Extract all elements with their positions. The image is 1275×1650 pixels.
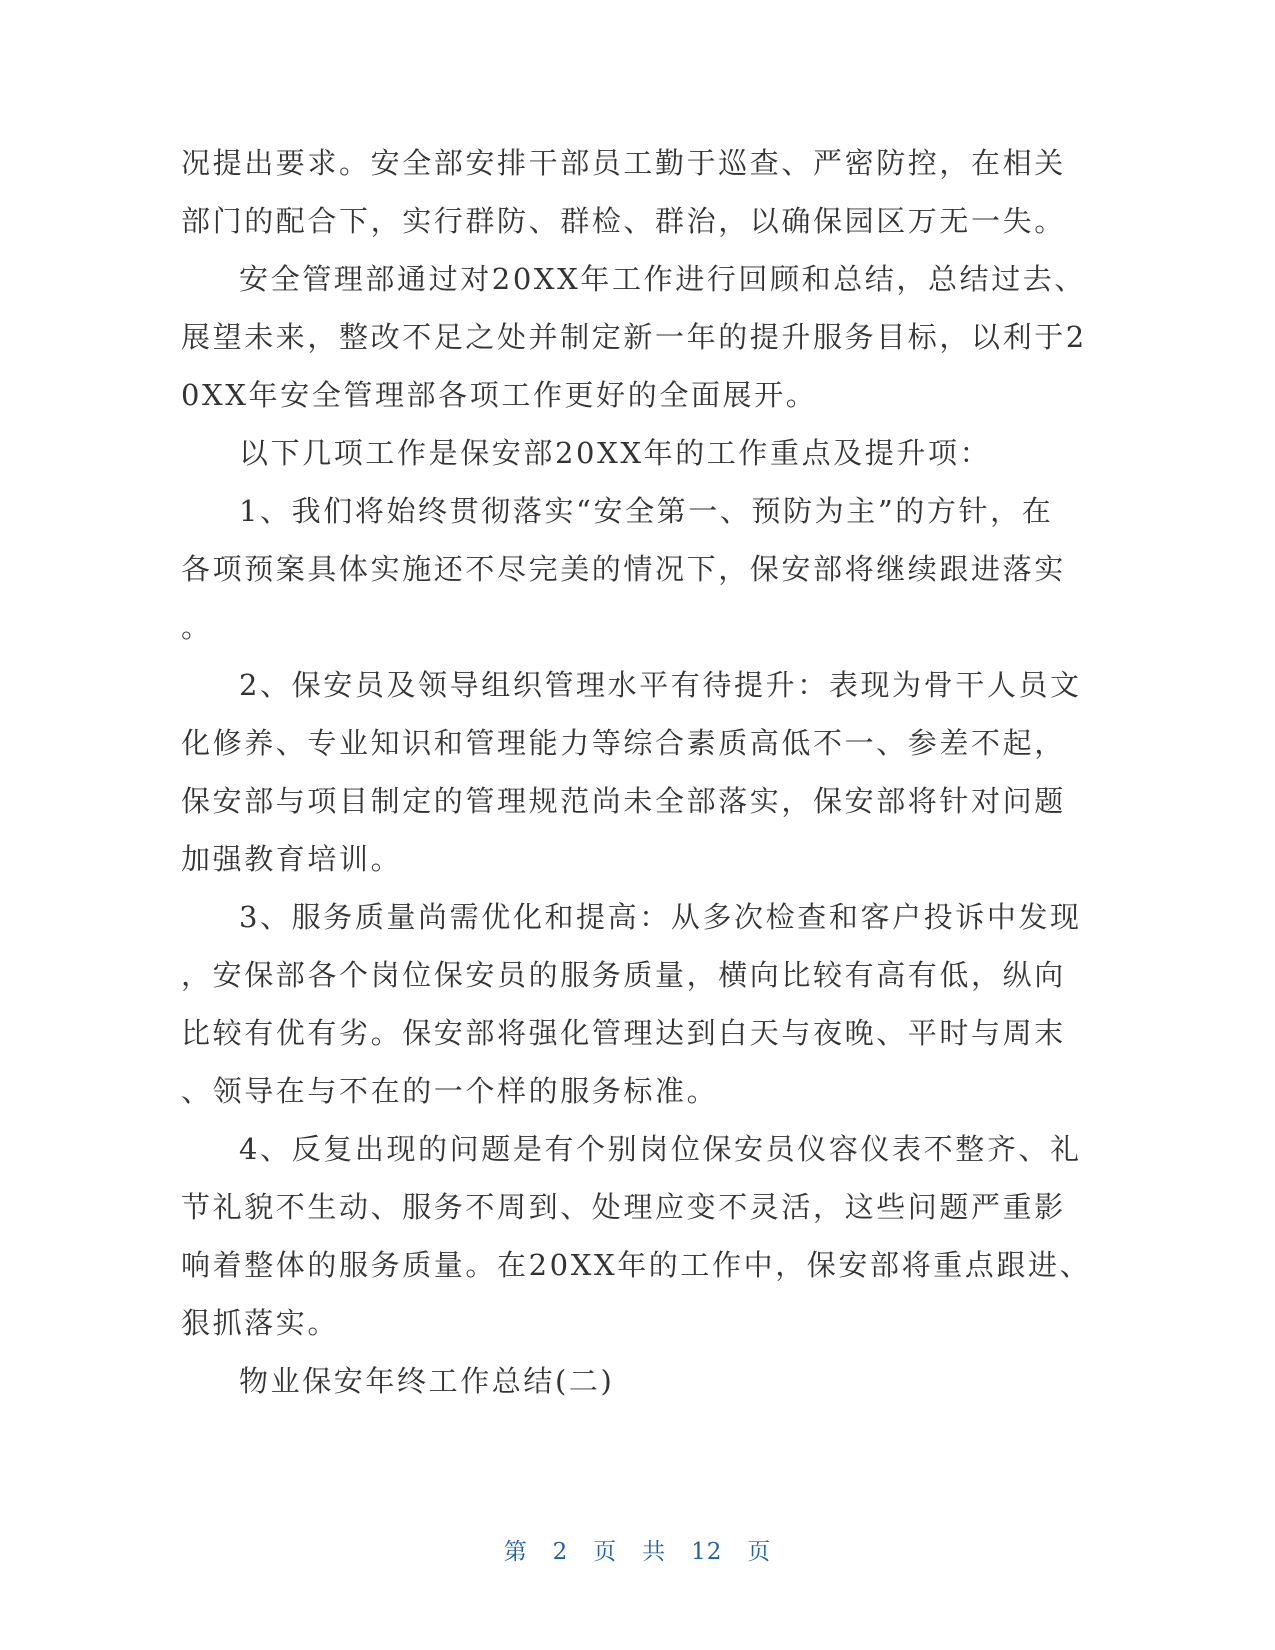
footer-label-page-unit: 页: [593, 1539, 618, 1565]
paragraph-line-5: 0XX年安全管理部各项工作更好的全面展开。: [181, 378, 818, 412]
paragraph-line-10: 2、保安员及领导组织管理水平有待提升：表现为骨干人员文: [239, 668, 1082, 702]
paragraph-line-2: 部门的配合下，实行群防、群检、群治，以确保园区万无一失。: [181, 204, 1066, 238]
page-footer: [0, 1537, 1275, 1567]
paragraph-line-18: 4、反复出现的问题是有个别岗位保安员仪容仪表不整齐、礼: [239, 1132, 1082, 1166]
paragraph-line-15: ，安保部各个岗位保安员的服务质量，横向比较有高有低，纵向: [181, 958, 1066, 992]
paragraph-line-12: 保安部与项目制定的管理规范尚未全部落实，保安部将针对问题: [181, 784, 1066, 818]
paragraph-line-9: 。: [181, 610, 213, 644]
paragraph-line-1: 况提出要求。安全部安排干部员工勤于巡查、严密防控，在相关: [181, 146, 1066, 180]
paragraph-line-4: 展望未来，整改不足之处并制定新一年的提升服务目标，以利于2: [181, 320, 1087, 354]
footer-total-pages: 12: [691, 1539, 723, 1565]
paragraph-line-7: 1、我们将始终贯彻落实“安全第一、预防为主”的方针，在: [239, 494, 1054, 528]
paragraph-line-21: 狠抓落实。: [181, 1306, 340, 1340]
paragraph-line-8: 各项预案具体实施还不尽完美的情况下，保安部将继续跟进落实: [181, 552, 1066, 586]
paragraph-line-20: 响着整体的服务质量。在20XX年的工作中，保安部将重点跟进、: [181, 1248, 1092, 1282]
paragraph-line-19: 节礼貌不生动、服务不周到、处理应变不灵活，这些问题严重影: [181, 1190, 1066, 1224]
paragraph-line-16: 比较有优有劣。保安部将强化管理达到白天与夜晚、平时与周末: [181, 1016, 1066, 1050]
paragraph-line-11: 化修养、专业知识和管理能力等综合素质高低不一、参差不起，: [181, 726, 1066, 760]
paragraph-line-13: 加强教育培训。: [181, 842, 403, 876]
section-heading: 物业保安年终工作总结(二): [239, 1364, 615, 1398]
paragraph-line-3: 安全管理部通过对20XX年工作进行回顾和总结，总结过去、: [239, 262, 1086, 296]
paragraph-line-14: 3、服务质量尚需优化和提高：从多次检查和客户投诉中发现: [239, 900, 1082, 934]
footer-label-total-unit: 页: [747, 1539, 772, 1565]
paragraph-line-6: 以下几项工作是保安部20XX年的工作重点及提升项：: [239, 436, 992, 470]
footer-label-page: 第: [503, 1539, 528, 1565]
footer-current-page: 2: [552, 1539, 569, 1565]
paragraph-line-17: 、领导在与不在的一个样的服务标准。: [181, 1074, 719, 1108]
footer-label-total: 共: [642, 1539, 667, 1565]
